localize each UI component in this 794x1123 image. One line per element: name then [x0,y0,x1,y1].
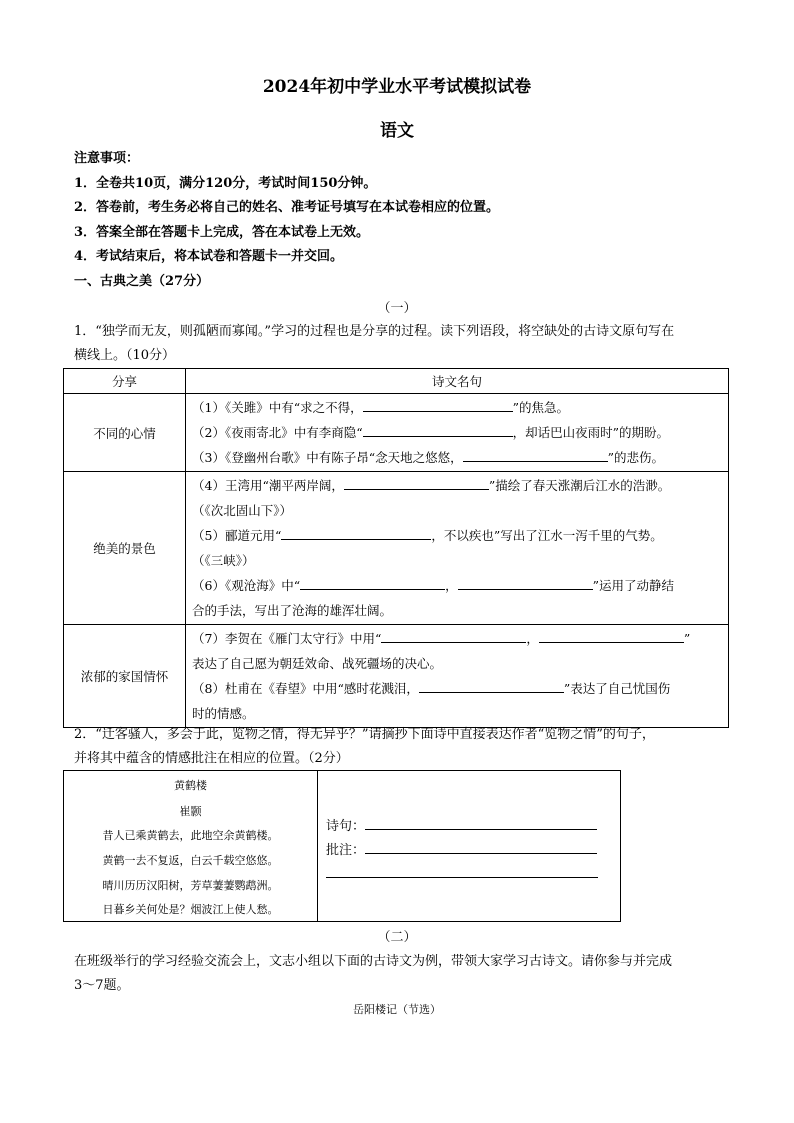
note-item: 2．答卷前，考生务必将自己的姓名、准考证号填写在本试卷相应的位置。 [74,200,500,215]
note-item: 4．考试结束后，将本试卷和答题卡一并交回。 [74,249,344,264]
category-cell: 浓郁的家国情怀 [64,625,186,728]
answer-blank[interactable] [363,397,513,412]
table-row [64,394,729,472]
lines-cell: （4）王湾用“潮平两岸阔， ”描绘了春天涨潮后江水的浩渺。 （《次北固山下》） （5）郦道元用“ ，不以疾也”写出了江水一泻千里的气势。 （《三峡》） （6）《观沧海》中“ ， ”运用了动静结 合的手法，写出了沧海的雄浑壮阔。 [186,472,729,625]
note-item: 3．答案全部在答题卡上完成，答在本试卷上无效。 [74,224,370,240]
verse-label: 诗句： [326,819,366,834]
answer-blank[interactable] [281,525,431,540]
note-answer-line[interactable] [326,863,598,878]
answer-blank[interactable] [363,422,513,437]
poem-fill-table [63,368,729,728]
part-label-2: （二） [377,930,417,945]
category-cell: 不同的心情 [64,394,186,472]
verse-answer-line[interactable] [365,815,597,830]
table-header-lines: 诗文名句 [186,369,729,394]
table-row [64,472,729,625]
section-heading: 一、古典之美（27分） [74,273,210,289]
poem-line: 昔人已乘黄鹤去，此地空余黄鹤楼。 [102,829,279,842]
lines-cell: （1）《关雎》中有“求之不得， ”的焦急。 （2）《夜雨寄北》中有李商隐“ ，却话巴山夜雨时”的期盼。 （3）《登幽州台歌》中有陈子昂“念天地之悠悠， ”的悲伤。 [186,394,729,472]
passage-title: 岳阳楼记（节选） [353,1003,441,1016]
poem-author: 崔颢 [179,805,202,818]
poem-line: 晴川历历汉阳树，芳草萋萋鹦鹉洲。 [102,879,279,892]
part-label-1: （一） [377,301,417,316]
question-2: 2．“迁客骚人，多会于此，览物之情，得无异乎？”请摘抄下面诗中直接表达作者“览物之情”的句子， 并将其中蕴含的情感批注在相应的位置。（2分） [74,727,655,766]
poem-answer-box [63,770,621,922]
answer-blank[interactable] [344,475,489,490]
answer-blank[interactable] [458,575,593,590]
poem-line: 黄鹤一去不复返，白云千载空悠悠。 [102,854,279,867]
exam-notes [74,147,499,294]
lines-cell: （7）李贺在《雁门太守行》中用“ ， ” 表达了自己愿为朝廷效命、战死疆场的决心。 （8）杜甫在《春望》中用“感时花溅泪， ”表达了自己忧国伤 时的情感。 [186,625,729,728]
page-title: 2024年初中学业水平考试模拟试卷 [262,77,532,97]
answer-blank[interactable] [463,447,608,462]
answer-blank[interactable] [381,628,526,643]
intro-paragraph: 在班级举行的学习经验交流会上，文志小组以下面的古诗文为例，带领大家学习古诗文。请你参与并完成 3～7题。 [74,954,673,993]
poem-title: 黄鹤楼 [174,779,207,792]
answer-blank[interactable] [300,575,445,590]
note-answer-line[interactable] [365,839,597,854]
note-label: 批注： [326,843,366,858]
table-header-share: 分享 [64,369,186,394]
poem-panel [64,771,318,921]
note-item: 1．全卷共10页，满分120分，考试时间150分钟。 [74,175,377,191]
table-row [64,625,729,728]
question-1: 1．“独学而无友，则孤陋而寡闻。”学习的过程也是分享的过程。读下列语段，将空缺处的古诗文原句写在 横线上。（10分） [74,324,675,363]
poem-line: 日暮乡关何处是？烟波江上使人愁。 [102,903,279,916]
answer-blank[interactable] [419,678,564,693]
notes-heading: 注意事项： [74,151,140,166]
answer-blank[interactable] [539,628,684,643]
category-cell: 绝美的景色 [64,472,186,625]
subject-title: 语文 [380,121,414,141]
